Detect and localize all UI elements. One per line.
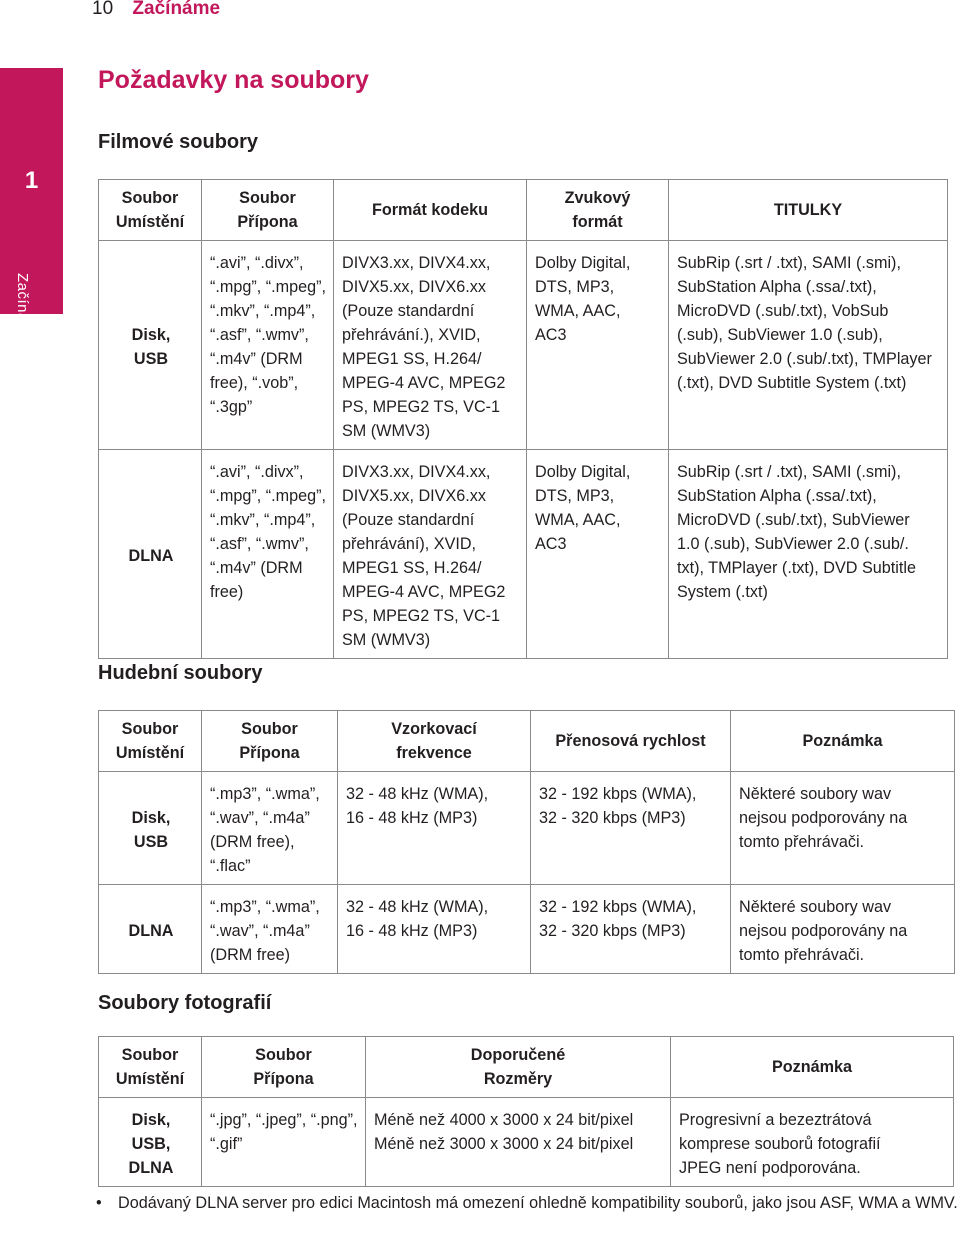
size-cell: Méně než 4000 x 3000 x 24 bit/pixel Méně než 3000 x 3000 x 24 bit/pixel (366, 1098, 671, 1187)
extension-cell: “.mp3”, “.wma”, “.wav”, “.m4a” (DRM free), “.flac” (202, 772, 338, 885)
location-cell: DLNA (99, 450, 202, 659)
extension-cell: “.mp3”, “.wma”, “.wav”, “.m4a” (DRM free) (202, 885, 338, 974)
movie-heading: Filmové soubory (98, 131, 259, 153)
location-cell: Disk, USB (99, 772, 202, 885)
column-header: Soubor Přípona (202, 180, 334, 241)
music-heading: Hudební soubory (98, 662, 263, 684)
column-header: TITULKY (669, 180, 948, 241)
movie-table (98, 179, 948, 659)
column-header: Zvukový formát (527, 180, 669, 241)
photo-heading: Soubory fotografií (98, 992, 272, 1014)
chapter-label: Začínáme (14, 273, 31, 344)
page-title: Požadavky na soubory (98, 66, 369, 94)
audio-cell: Dolby Digital, DTS, MP3, WMA, AAC, AC3 (527, 241, 669, 450)
chapter-number: 1 (24, 167, 39, 194)
column-header: Vzorkovací frekvence (338, 711, 531, 772)
location-cell: Disk, USB (99, 241, 202, 450)
subtitles-cell: SubRip (.srt / .txt), SAMI (.smi), SubStation Alpha (.ssa/.txt), MicroDVD (.sub/.txt), SubViewer 1.0 (.sub), SubViewer 2.0 (.sub/. txt), TMPlayer (.txt), DVD Subtitle System (.txt) (669, 450, 948, 659)
note-cell: Některé soubory wav nejsou podporovány na tomto přehrávači. (731, 772, 955, 885)
table-row (99, 772, 955, 885)
table-row (99, 450, 948, 659)
codec-cell: DIVX3.xx, DIVX4.xx, DIVX5.xx, DIVX6.xx (Pouze standardní přehrávání), XVID, MPEG1 SS, H.264/ MPEG-4 AVC, MPEG2 PS, MPEG2 TS, VC-1 SM (WMV3) (334, 450, 527, 659)
extension-cell: “.avi”, “.divx”, “.mpg”, “.mpeg”, “.mkv”, “.mp4”, “.asf”, “.wmv”, “.m4v” (DRM free), “.vob”, “.3gp” (202, 241, 334, 450)
note-cell: Progresivní a bezeztrátová komprese souborů fotografií JPEG není podporována. (671, 1098, 954, 1187)
column-header: Soubor Přípona (202, 711, 338, 772)
note-cell: Některé soubory wav nejsou podporovány na tomto přehrávači. (731, 885, 955, 974)
bullet-note: • Dodávaný DLNA server pro edici Macintosh má omezení ohledně kompatibility souborů, jako jsou ASF, WMA a WMV. (96, 1191, 960, 1215)
column-header: Poznámka (731, 711, 955, 772)
chapter-side-tab (0, 68, 63, 344)
bitrate-cell: 32 - 192 kbps (WMA), 32 - 320 kbps (MP3) (531, 885, 731, 974)
table-row (99, 885, 955, 974)
table-row (99, 241, 948, 450)
music-table (98, 710, 955, 974)
table-header-row (99, 711, 955, 772)
sampling-cell: 32 - 48 kHz (WMA), 16 - 48 kHz (MP3) (338, 885, 531, 974)
column-header: Přenosová rychlost (531, 711, 731, 772)
subtitles-cell: SubRip (.srt / .txt), SAMI (.smi), SubStation Alpha (.ssa/.txt), MicroDVD (.sub/.txt), VobSub (.sub), SubViewer 1.0 (.sub), SubViewer 2.0 (.sub/.txt), TMPlayer (.txt), DVD Subtitle System (.txt) (669, 241, 948, 450)
column-header: Soubor Umístění (99, 711, 202, 772)
location-cell: Disk, USB, DLNA (99, 1098, 202, 1187)
table-header-row (99, 180, 948, 241)
column-header: Formát kodeku (334, 180, 527, 241)
table-row (99, 1098, 954, 1187)
audio-cell: Dolby Digital, DTS, MP3, WMA, AAC, AC3 (527, 450, 669, 659)
codec-cell: DIVX3.xx, DIVX4.xx, DIVX5.xx, DIVX6.xx (Pouze standardní přehrávání.), XVID, MPEG1 SS, H.264/ MPEG-4 AVC, MPEG2 PS, MPEG2 TS, VC-1 SM (WMV3) (334, 241, 527, 450)
sampling-cell: 32 - 48 kHz (WMA), 16 - 48 kHz (MP3) (338, 772, 531, 885)
extension-cell: “.jpg”, “.jpeg”, “.png”, “.gif” (202, 1098, 366, 1187)
page-header (92, 0, 220, 20)
column-header: Soubor Umístění (99, 1037, 202, 1098)
column-header: Poznámka (671, 1037, 954, 1098)
section-name: Začínáme (132, 0, 221, 19)
page-number: 10 (92, 0, 114, 19)
photo-table (98, 1036, 954, 1187)
column-header: Soubor Umístění (99, 180, 202, 241)
bitrate-cell: 32 - 192 kbps (WMA), 32 - 320 kbps (MP3) (531, 772, 731, 885)
column-header: Doporučené Rozměry (366, 1037, 671, 1098)
location-cell: DLNA (99, 885, 202, 974)
table-header-row (99, 1037, 954, 1098)
extension-cell: “.avi”, “.divx”, “.mpg”, “.mpeg”, “.mkv”, “.mp4”, “.asf”, “.wmv”, “.m4v” (DRM free) (202, 450, 334, 659)
column-header: Soubor Přípona (202, 1037, 366, 1098)
